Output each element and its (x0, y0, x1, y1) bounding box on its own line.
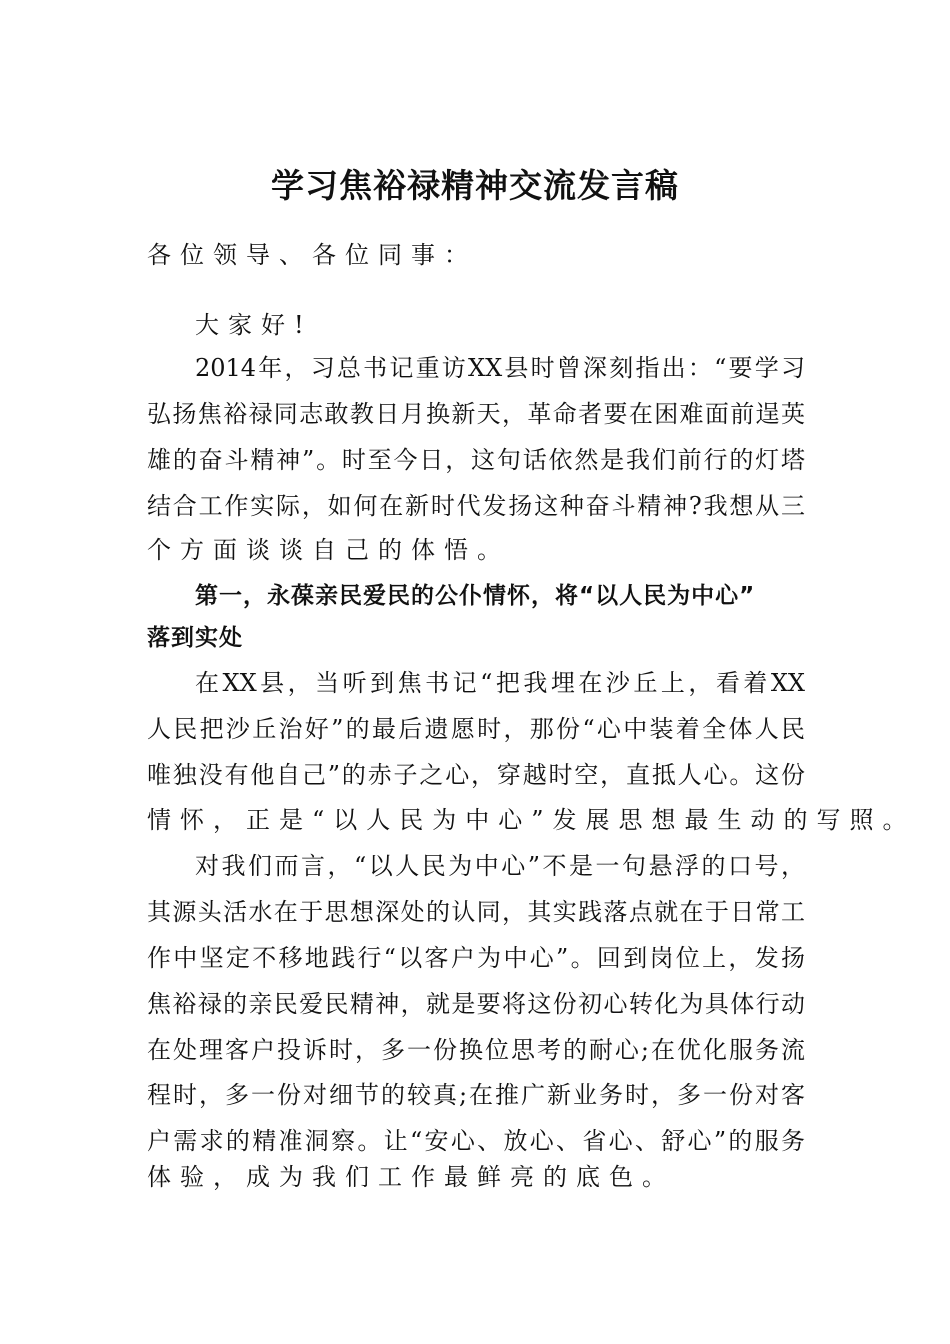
text-line: 作中坚定不移地践行“以客户为中心”。回到岗位上，发扬 (147, 944, 805, 972)
text-line: 情怀，正是“以人民为中心”发展思想最生动的写照。 (147, 806, 916, 834)
document-title: 学习焦裕禄精神交流发言稿 (271, 166, 679, 205)
text-line: 雄的奋斗精神”。时至今日，这句话依然是我们前行的灯塔 (147, 446, 805, 474)
text-line: 程时，多一份对细节的较真;在推广新业务时，多一份对客 (147, 1081, 805, 1109)
text-line: 人民把沙丘治好”的最后遗愿时，那份“心中装着全体人民 (147, 715, 805, 743)
text-line: 体验，成为我们工作最鲜亮的底色。 (147, 1163, 675, 1191)
hello: 大家好! (195, 311, 313, 339)
text-line: 户需求的精准洞察。让“安心、放心、省心、舒心”的服务 (147, 1127, 805, 1155)
text-line: 在处理客户投诉时，多一份换位思考的耐心;在优化服务流 (147, 1036, 805, 1064)
text-line: 在XX县，当听到焦书记“把我埋在沙丘上，看着XX (195, 669, 805, 697)
text-line: 结合工作实际，如何在新时代发扬这种奋斗精神?我想从三 (147, 492, 805, 520)
text-line: 焦裕禄的亲民爱民精神，就是要将这份初心转化为具体行动 (147, 990, 805, 1018)
heading-line: 落到实处 (147, 625, 243, 651)
text-line: 对我们而言，“以人民为中心”不是一句悬浮的口号， (195, 852, 805, 880)
text-line: 弘扬焦裕禄同志敢教日月换新天，革命者要在困难面前逞英 (147, 400, 805, 428)
text-line: 个方面谈谈自己的体悟。 (147, 536, 510, 564)
text-line: 2014年，习总书记重访XX县时曾深刻指出：“要学习 (195, 354, 805, 382)
text-line: 唯独没有他自己”的赤子之心，穿越时空，直抵人心。这份 (147, 761, 805, 789)
text-line: 其源头活水在于思想深处的认同，其实践落点就在于日常工 (147, 898, 805, 926)
greeting: 各位领导、各位同事： (147, 241, 477, 269)
heading-line: 第一，永葆亲民爱民的公仆情怀，将“以人民为中心” (195, 583, 756, 609)
